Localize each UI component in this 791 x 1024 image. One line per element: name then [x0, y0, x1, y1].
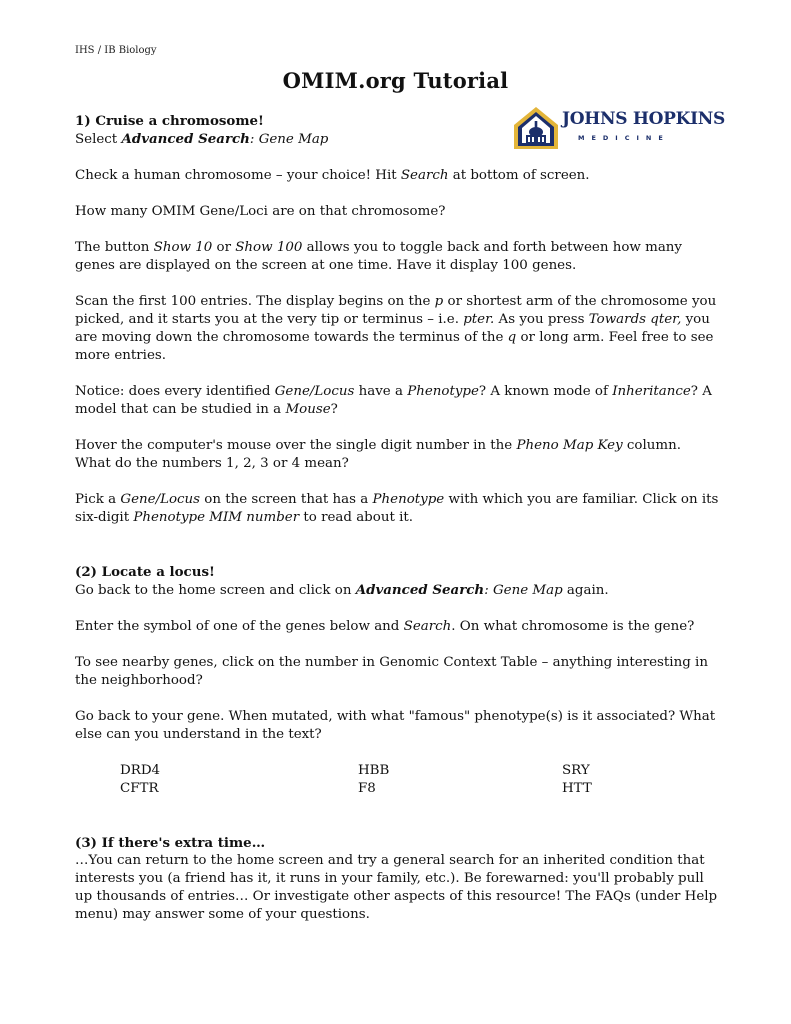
page-title: OMIM.org Tutorial [282, 68, 509, 93]
select-instruction: Select Advanced Search: Gene Map [75, 131, 329, 147]
how-many-question: How many OMIM Gene/Loci are on that chromosome? [75, 204, 446, 219]
scan-instruction: Scan the first 100 entries. The display begins on the p or shortest arm of the chromosome you picked, and it starts you at the very tip or terminus – i.e. pter. As you press Towards qter, you are moving down the chromosome towards the terminus of the q or long arm. Feel free to see more entries. [75, 294, 717, 363]
document-body [75, 112, 720, 942]
section-3-heading: (3) If there's extra time… [75, 835, 266, 851]
logo-wordmark: JOHNS HOPKINS [562, 109, 725, 129]
famous-phenotype-question: Go back to your gene. When mutated, with what "famous" phenotype(s) is it associated? What else can you understand in the text? [75, 709, 716, 742]
gene-item: HTT [562, 781, 592, 796]
enter-symbol-instruction: Enter the symbol of one of the genes below and Search. On what chromosome is the gene? [75, 619, 695, 634]
section-1-heading: 1) Cruise a chromosome! [75, 113, 264, 129]
show-button-instruction: The button Show 10 or Show 100 allows you to toggle back and forth between how many genes are displayed on the screen at one time. Have it display 100 genes. [75, 240, 682, 273]
pick-instruction: Pick a Gene/Locus on the screen that has a Phenotype with which you are familiar. Click on its six-digit Phenotype MIM number to read about it. [75, 492, 719, 525]
notice-question: Notice: does every identified Gene/Locus have a Phenotype? A known mode of Inheritance? A model that can be studied in a Mouse? [75, 384, 712, 417]
gene-item: F8 [358, 781, 376, 796]
course-label: IHS / IB Biology [75, 45, 157, 56]
gene-item: SRY [562, 763, 590, 778]
gene-item: CFTR [120, 781, 159, 796]
gene-item: HBB [358, 763, 390, 778]
extra-time-paragraph: …You can return to the home screen and try a general search for an inherited condition that interests you (a friend has it, it runs in your family, etc.). Be forewarned: you'll probably pull up thousands of entries… Or investigate other aspects of this resource! The FAQs (under Help menu) may answer some of your questions. [75, 853, 718, 922]
check-instruction: Check a human chromosome – your choice! Hit Search at bottom of screen. [75, 168, 590, 183]
logo-subtitle: MEDICINE [578, 134, 670, 142]
nearby-genes-instruction: To see nearby genes, click on the number in Genomic Context Table – anything interesting in the neighborhood? [75, 655, 708, 688]
gene-item: DRD4 [120, 763, 161, 778]
section-2-heading: (2) Locate a locus! [75, 564, 215, 580]
gene-list [120, 762, 720, 798]
go-back-instruction: Go back to the home screen and click on Advanced Search: Gene Map again. [75, 582, 609, 598]
hover-question: Hover the computer's mouse over the single digit number in the Pheno Map Key column. What do the numbers 1, 2, 3 or 4 mean? [75, 438, 681, 471]
